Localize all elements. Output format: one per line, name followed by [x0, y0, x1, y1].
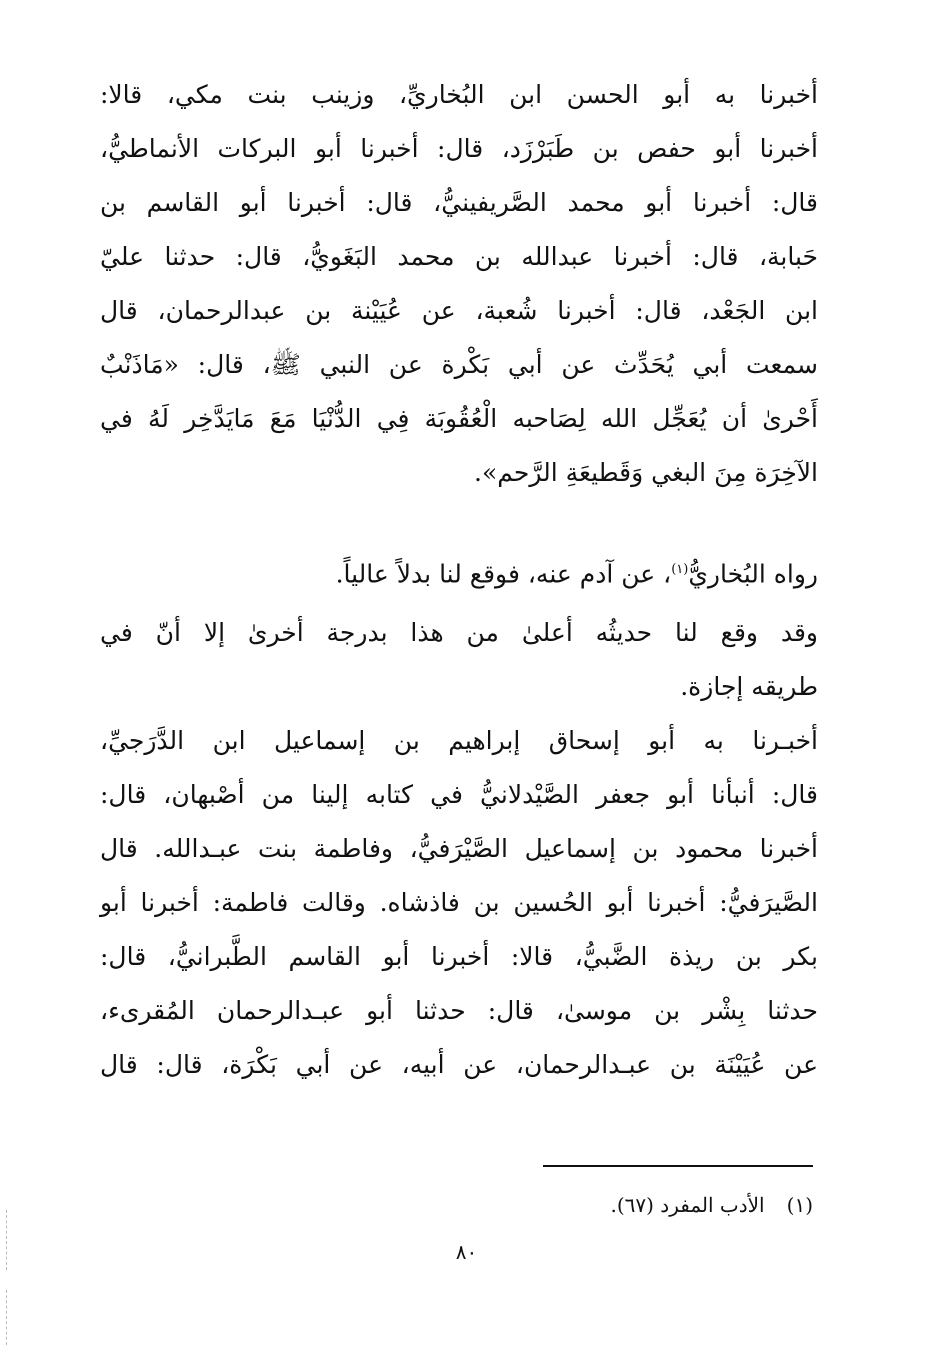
footnote-number: (١) — [786, 1193, 813, 1217]
text-line: ابن الجَعْد، قال: أخبرنا شُعبة، عن عُيَيْنة بن عبدالرحمان، قال — [100, 296, 818, 325]
paragraph-hadith-chain-1 — [100, 68, 818, 500]
footnote-text: الأدب المفرد (٦٧). — [610, 1193, 765, 1217]
text-line: طريقه إجازة. — [680, 672, 818, 701]
text-fragment: ، عن آدم عنه، فوقع لنا بدلاً عالياً. — [335, 559, 672, 589]
paragraph-hadith-chain-2 — [100, 714, 818, 1092]
paragraph-higher-chain-note — [100, 606, 818, 714]
text-line: بكر بن ريذة الضَّبيُّ، قالا: أخبرنا أبو القاسم الطَّبرانيُّ، قال: — [100, 942, 818, 971]
text-line: حدثنا بِشْر بن موسىٰ، قال: حدثنا أبو عبـدالرحمان المُقرىء، — [100, 996, 818, 1025]
page-number: ٨٠ — [455, 1240, 478, 1264]
text-line — [100, 543, 818, 601]
footnote — [610, 1190, 813, 1220]
text-line: سمعت أبي يُحَدِّث عن أبي بَكْرة عن النبي ﷺ، قال: «مَاذَنْبٌ — [100, 350, 818, 379]
text-line: قال: أنبأنا أبو جعفر الصَّيْدلانيُّ في كتابه إلينا من أصْبهان، قال: — [100, 780, 818, 809]
paragraph-narration-note — [100, 543, 818, 601]
text-fragment: رواه البُخاريُّ — [688, 559, 818, 589]
text-line: الصَّيرَفيُّ: أخبرنا أبو الحُسين بن فاذشاه. وقالت فاطمة: أخبرنا أبو — [100, 888, 818, 917]
text-line: أخبرنا به أبو الحسن ابن البُخاريِّ، وزينب بنت مكي، قالا: — [100, 80, 818, 109]
text-line: الآخِرَة مِنَ البغي وَقَطيعَةِ الرَّحم». — [474, 458, 818, 487]
text-line: أخبـرنا به أبو إسحاق إبراهيم بن إسماعيل ابن الدَّرَجيِّ، — [100, 726, 818, 755]
footnote-separator — [543, 1165, 813, 1167]
scan-edge-mark — [6, 1210, 7, 1270]
text-line: أخبرنا أبو حفص بن طَبَرْزَد، قال: أخبرنا أبو البركات الأنماطيُّ، — [100, 134, 818, 163]
text-line: عن عُيَيْنَة بن عبـدالرحمان، عن أبيه، عن أبي بَكْرَة، قال: قال — [100, 1050, 818, 1079]
text-line: أخبرنا محمود بن إسماعيل الصَّيْرَفيُّ، وفاطمة بنت عبـدالله. قال — [100, 834, 818, 863]
text-line: قال: أخبرنا أبو محمد الصَّريفينيُّ، قال: أخبرنا أبو القاسم بن — [100, 188, 818, 217]
text-line: وقد وقع لنا حديثُه أعلىٰ من هذا بدرجة أخرىٰ إلا أنّ في — [100, 618, 818, 647]
scan-edge-mark — [6, 1290, 7, 1345]
text-line: حَبابة، قال: أخبرنا عبدالله بن محمد البَغَويُّ، قال: حدثنا عليّ — [100, 242, 818, 271]
text-line: أَحْرىٰ أن يُعَجِّل الله لِصَاحبه الْعُقُوبَة فِي الدُّنْيَا مَعَ مَايَدَّخِر لَهُ في — [100, 404, 818, 433]
footnote-reference: (١) — [671, 562, 689, 577]
